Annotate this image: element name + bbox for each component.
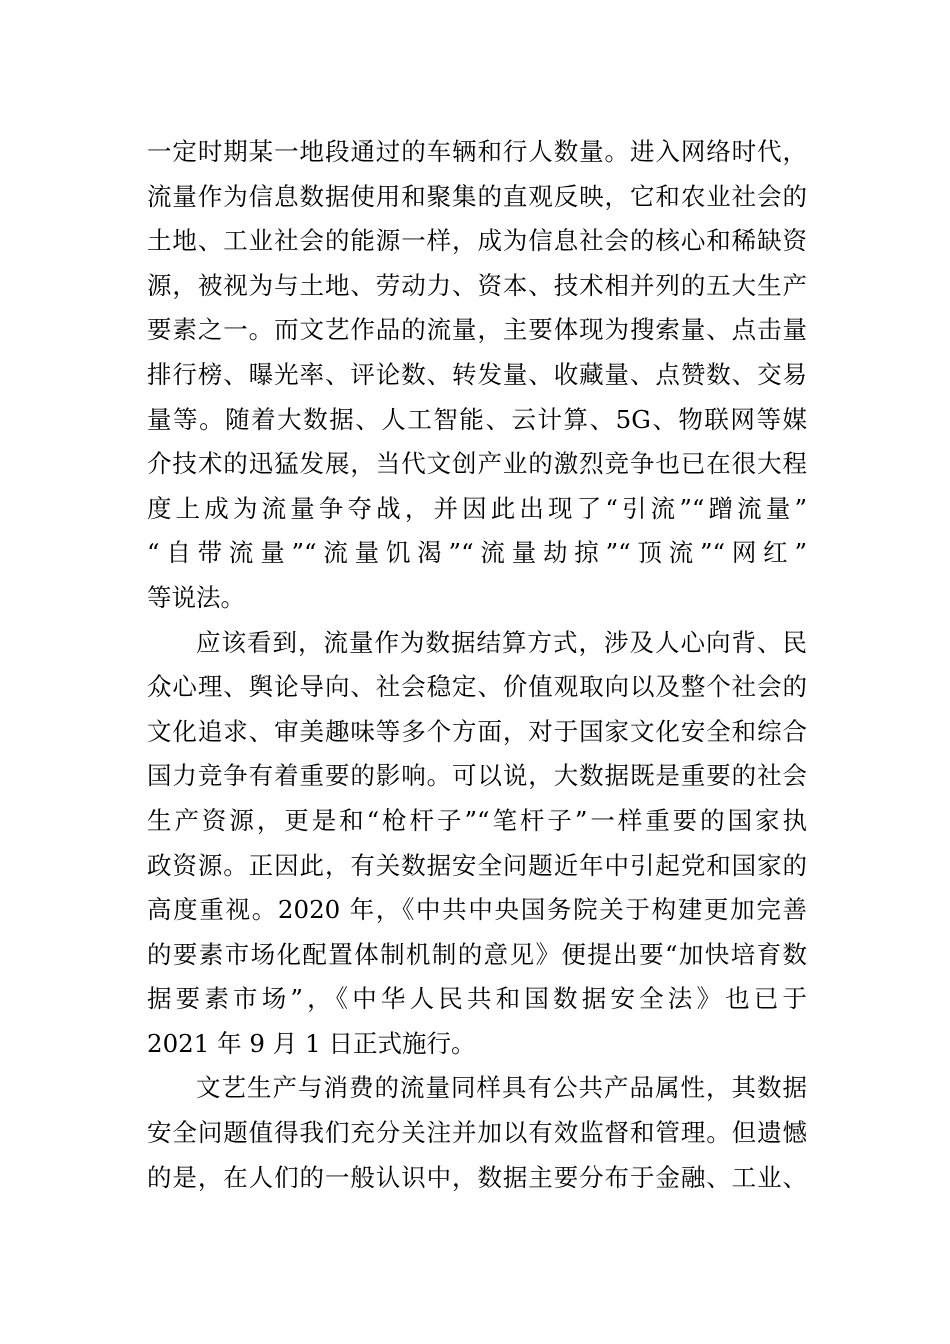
text-line: 文艺生产与消费的流量同样具有公共产品属性，其数据 <box>196 1073 807 1103</box>
text-line: 源，被视为与土地、劳动力、资本、技术相并列的五大生产 <box>147 270 807 300</box>
paragraph-3 <box>147 1066 807 1200</box>
text-line: 据要素市场”，《中华人民共和国数据安全法》也已于 <box>147 984 807 1014</box>
text-line: 应该看到，流量作为数据结算方式，涉及人心向背、民 <box>196 627 807 657</box>
text-line: 国力竞争有着重要的影响。可以说，大数据既是重要的社会 <box>147 761 807 791</box>
text-line: 众心理、舆论导向、社会稳定、价值观取向以及整个社会的 <box>147 672 807 702</box>
text-line: 排行榜、曝光率、评论数、转发量、收藏量、点赞数、交易 <box>147 359 807 389</box>
text-line: 度上成为流量争夺战，并因此出现了“引流”“蹭流量” <box>147 493 807 523</box>
text-line: 安全问题值得我们充分关注并加以有效监督和管理。但遗憾 <box>147 1118 807 1148</box>
text-line: 一定时期某一地段通过的车辆和行人数量。进入网络时代， <box>147 137 807 166</box>
text-line: 文化追求、审美趣味等多个方面，对于国家文化安全和综合 <box>147 716 807 746</box>
text-line: 量等。随着大数据、人工智能、云计算、5G、物联网等媒 <box>147 404 807 434</box>
text-line: 政资源。正因此，有关数据安全问题近年中引起党和国家的 <box>147 850 807 880</box>
text-line: 的要素市场化配置体制机制的意见》便提出要“加快培育数 <box>147 939 807 969</box>
text-line: 的是，在人们的一般认识中，数据主要分布于金融、工业、 <box>147 1162 807 1192</box>
text-line: 2021 年 9 月 1 日正式施行。 <box>147 1028 476 1058</box>
text-line: 土地、工业社会的能源一样，成为信息社会的核心和稀缺资 <box>147 226 807 256</box>
text-line: 高度重视。2020 年，《中共中央国务院关于构建更加完善 <box>147 895 807 925</box>
text-line: “自带流量”“流量饥渴”“流量劫掠”“顶流”“网红” <box>147 538 807 568</box>
text-line: 生产资源，更是和“枪杆子”“笔杆子”一样重要的国家执 <box>147 805 807 835</box>
text-line: 要素之一。而文艺作品的流量，主要体现为搜索量、点击量 <box>147 315 807 345</box>
paragraph-2 <box>147 621 807 1067</box>
body-text <box>147 130 807 1200</box>
paragraph-1 <box>147 130 807 621</box>
text-line: 介技术的迅猛发展，当代文创产业的激烈竞争也已在很大程 <box>147 449 807 479</box>
text-line: 等说法。 <box>147 582 245 612</box>
text-line: 流量作为信息数据使用和聚集的直观反映，它和农业社会的 <box>147 181 807 211</box>
